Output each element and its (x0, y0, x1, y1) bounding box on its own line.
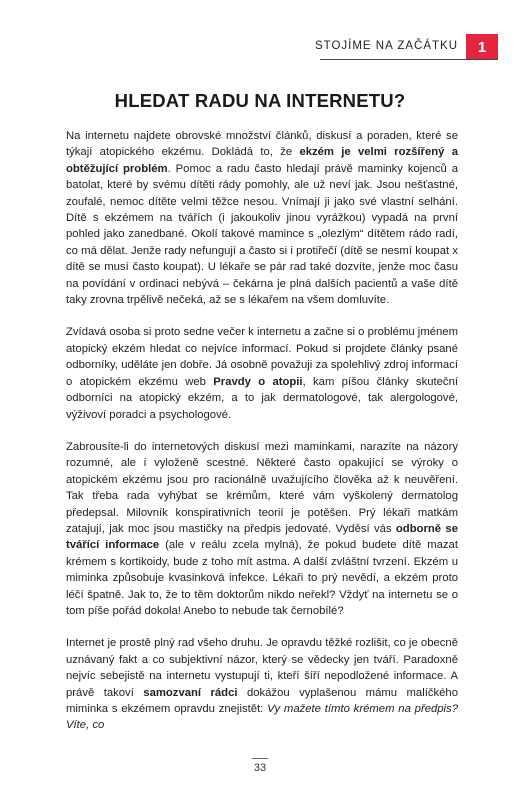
text-run: , kam píšou články skuteční odborníci na atopický ekzém, a to jak dermatologové, tak alergologové, výživoví poradci a psychologové. (66, 375, 458, 421)
text-run: Internet je prostě plný rad všeho druhu. Je opravdu těžké rozlišit, co je obecně uznávaný fakt a co subjektivní názor, který se vědecky jen tváří. Paradoxně nejvíc sebejistě na internetu vystupují ti, kteří šíří nepodložené informace. A právě takoví (66, 637, 458, 699)
text-run: . Pomoc a radu často hledají právě maminky kojenců a batolat, které by svému dítěti rády pomohly, ale už neví jak. Jsou nešťastné, zoufalé, nemoc dítěte velmi těžce nesou. Vnímají ji jako své vlastní selhání. Dítě s ekzémem na tvářích (i jakoukoliv jinou vyrážkou) vypadá na první pohled jako zanedbané. Okolí takové mamince s „olezlým“ dítětem rádo radí, co má dělat. Jenže rady nefungují a často si i protiřečí (dítě se nesmí koupat x dítě se musí často koupat). U lékaře se pár rad také dozvíte, jenže moc času na povídání v ordinaci nebývá – čekárna je plná dalších pacientů a vaše dítě taky zrovna trpělivě nečeká, až se s lékařem na všem domluvíte. (66, 162, 458, 307)
footer-rule (252, 758, 268, 759)
running-header (0, 34, 520, 60)
section-title: STOJÍME NA ZAČÁTKU (314, 40, 458, 52)
bold-text-run: samozvaní rádci (143, 686, 238, 699)
chapter-number-badge: 1 (466, 34, 498, 60)
paragraph-3 (66, 439, 458, 619)
paragraph-1 (66, 128, 458, 308)
italic-text-run: Vy mažete tímto krémem na předpis? Víte, co (66, 703, 458, 732)
text-run: dokážou vyplašenou mámu malíčkého miminka s ekzémem opravdu znejistět: (66, 686, 458, 715)
text-run: (ale v reálu zcela mylná), že pokud budete dítě mazat krémem s kortikoidy, bude z toho mít astma. A další zvláštní tvrzení. Ekzém u miminka způsobuje kvasinková infekce. Lékaři to prý nevědí, a ekzém proto léčí špatně. Jak to, že to těm doktorům nikdo neřekl? Vždyť na internetu se o tom píše pořád dokola! Anebo to nebude tak černobílé? (66, 539, 458, 617)
bold-text-run: ekzém je velmi rozšířený a obtěžující problém (66, 146, 458, 175)
header-rule (320, 59, 498, 60)
page-title: HLEDAT RADU NA INTERNETU? (114, 90, 406, 111)
bold-text-run: odborně se tvářící informace (66, 522, 458, 552)
text-run: Na internetu najdete obrovské množství článků, diskusí a poraden, které se týkají atopického ekzému. Dokládá to, že (66, 130, 458, 159)
page-footer (0, 758, 520, 774)
paragraph-2 (66, 324, 458, 422)
body-text (66, 128, 458, 734)
page-number: 33 (253, 762, 267, 774)
paragraph-4 (66, 635, 458, 733)
text-run: Zvídavá osoba si proto sedne večer k internetu a začne si o problému jménem atopický ekzém hledat co nejvíce informací. Pokud si projdete články psané odborníky, uděláte jen dobře. Já osobně považuji za spolehlivý zdroj informací o atopickém ekzému web (66, 326, 458, 388)
bold-text-run: Pravdy o atopii (213, 375, 303, 388)
text-run: Zabrousíte-li do internetových diskusí mezi maminkami, narazíte na názory rozumné, ale i vyloženě scestné. Některé často opakující se výroky o atopickém ekzému jsou pro racionálně uvažujícího člověka až k neuvěření. Tak třeba rada vyhýbat se krémům, které vám vyškolený dermatolog předepsal. Milovník konspirativních teorií je potěšen. Prý lékaři matkám zatajují, jak moc jsou mastičky na předpis jedovaté. Vyděsí vás (66, 440, 458, 535)
